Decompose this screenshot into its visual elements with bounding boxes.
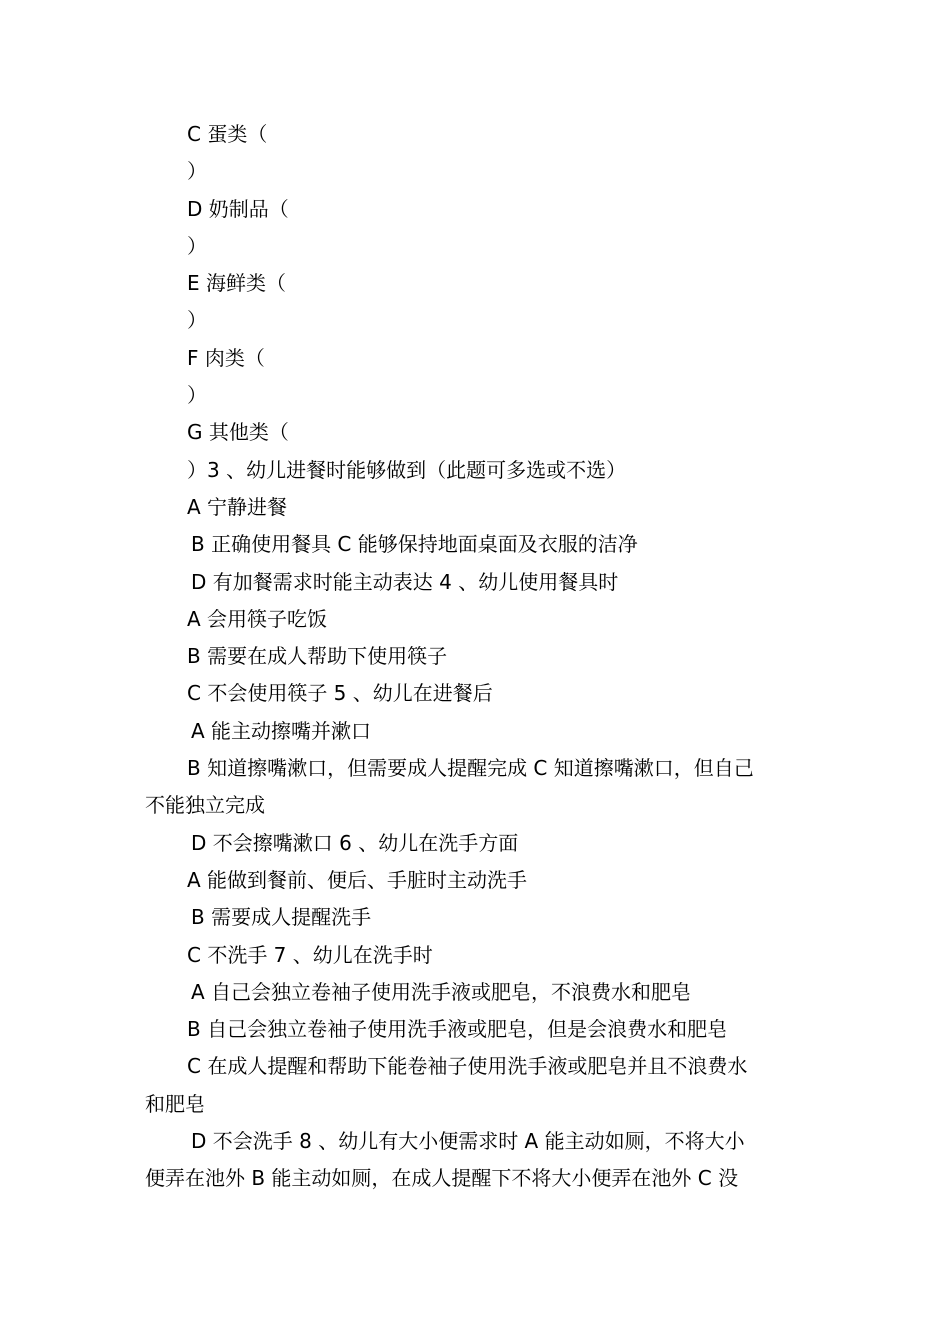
text-line: ）3 、幼儿进餐时能够做到（此题可多选或不选）	[187, 457, 627, 482]
text-line: ）	[187, 383, 207, 408]
text-line: A 自己会独立卷袖子使用洗手液或肥皂，不浪费水和肥皂	[191, 979, 692, 1004]
text-line: E 海鲜类（	[187, 271, 286, 296]
text-line: B 自己会独立卷袖子使用洗手液或肥皂，但是会浪费水和肥皂	[187, 1017, 728, 1042]
text-line: B 需要成人提醒洗手	[191, 905, 372, 930]
text-line: A 会用筷子吃饭	[187, 606, 328, 631]
text-line: C 在成人提醒和帮助下能卷袖子使用洗手液或肥皂并且不浪费水	[187, 1054, 748, 1079]
text-line: ）	[187, 233, 207, 258]
text-line: C 蛋类（	[187, 122, 268, 146]
text-line: C 不洗手 7 、幼儿在洗手时	[187, 942, 433, 967]
text-line: G 其他类（	[187, 420, 289, 445]
text-line: 和肥皂	[145, 1091, 205, 1116]
text-line: C 不会使用筷子 5 、幼儿在进餐后	[187, 681, 493, 706]
text-line: D 不会洗手 8 、幼儿有大小便需求时 A 能主动如厕，不将大小	[191, 1129, 745, 1154]
text-line: B 需要在成人帮助下使用筷子	[187, 644, 448, 669]
text-line: 便弄在池外 B 能主动如厕，在成人提醒下不将大小便弄在池外 C 没	[145, 1166, 739, 1191]
text-line: F 肉类（	[187, 345, 265, 370]
text-line: A 宁静进餐	[187, 494, 288, 519]
text-line: 不能独立完成	[145, 793, 265, 818]
text-line: D 奶制品（	[187, 196, 289, 221]
text-line: A 能做到餐前、便后、手脏时主动洗手	[187, 867, 528, 892]
text-line: ）	[187, 308, 207, 333]
text-line: B 正确使用餐具 C 能够保持地面桌面及衣服的洁净	[191, 532, 638, 557]
text-line: ）	[187, 159, 207, 184]
text-line: A 能主动擦嘴并漱口	[191, 718, 372, 743]
text-line: D 不会擦嘴漱口 6 、幼儿在洗手方面	[191, 830, 519, 855]
text-line: B 知道擦嘴漱口，但需要成人提醒完成 C 知道擦嘴漱口，但自己	[187, 756, 754, 781]
text-line: D 有加餐需求时能主动表达 4 、幼儿使用餐具时	[191, 569, 619, 594]
document-body	[145, 116, 810, 1198]
